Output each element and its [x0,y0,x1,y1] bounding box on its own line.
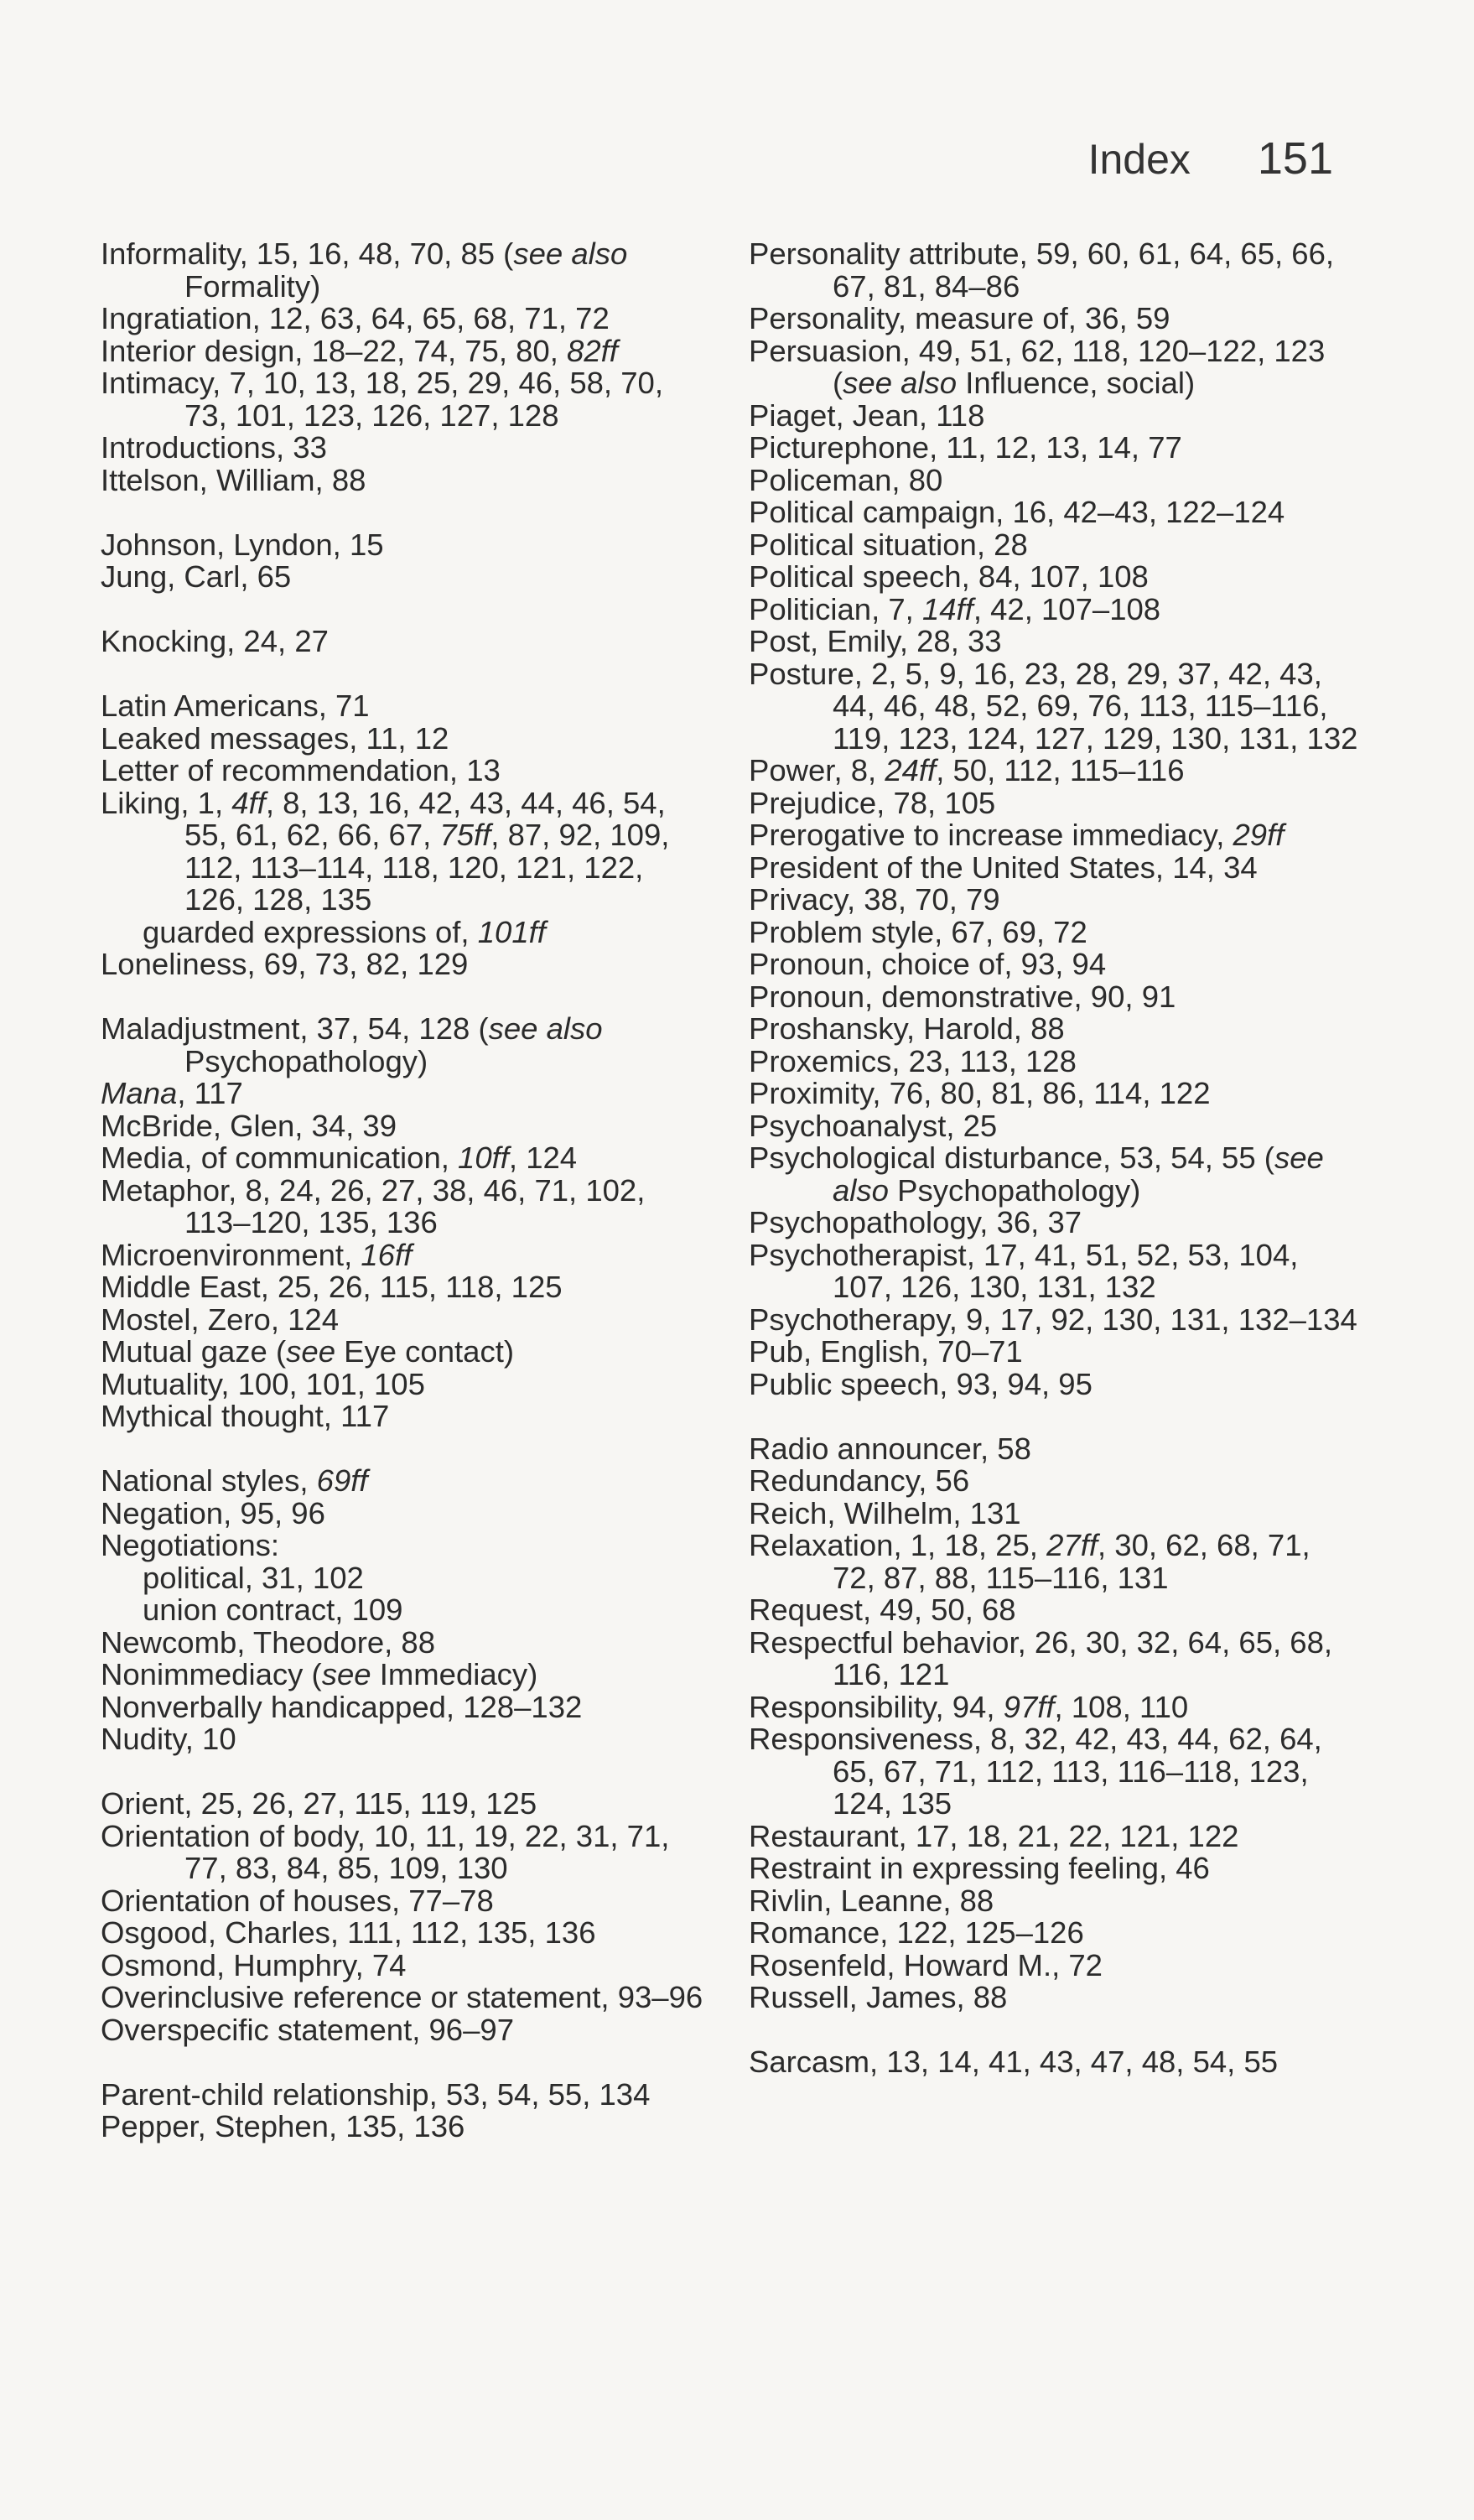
index-entry: Proximity, 76, 80, 81, 86, 114, 122 [749,1076,1211,1110]
index-entry: Microenvironment, 16ff [101,1237,413,1272]
page-number: 151 [1257,133,1333,184]
index-entry: Prejudice, 78, 105 [749,785,996,820]
index-letter-group [101,1465,704,1756]
index-entry: Public speech, 93, 94, 95 [749,1366,1093,1401]
index-entry: Metaphor, 8, 24, 26, 27, 38, 46, 71, 102, 113–120, 135, 136 [101,1172,646,1239]
index-entry: Psychopathology, 36, 37 [749,1205,1082,1239]
header-label: Index [1087,136,1191,183]
index-entry: Political speech, 84, 107, 108 [749,559,1149,594]
index-letter-group [749,1433,1361,2014]
index-entry: Sarcasm, 13, 14, 41, 43, 47, 48, 54, 55 [749,2045,1279,2079]
index-column-right [749,238,1361,2111]
index-entry: Osmond, Humphry, 74 [101,1947,407,1982]
index-entry: Persuasion, 49, 51, 62, 118, 120–122, 123 (see also Influence, social) [749,333,1326,400]
index-entry: Responsiveness, 8, 32, 42, 43, 44, 62, 64, 65, 67, 71, 112, 113, 116–118, 123, 124, 135 [749,1722,1322,1821]
index-entry: Pronoun, demonstrative, 90, 91 [749,979,1176,1014]
index-subentry: guarded expressions of, 101ff [143,914,546,949]
index-entry: Informality, 15, 16, 48, 70, 85 (see also Formality) [101,236,628,304]
index-entry: Orientation of body, 10, 11, 19, 22, 31, 71, 77, 83, 84, 85, 109, 130 [101,1818,670,1885]
index-entry: Pronoun, choice of, 93, 94 [749,947,1107,981]
index-entry: Jung, Carl, 65 [101,559,292,594]
index-entry: National styles, 69ff [101,1463,368,1498]
index-entry: Political situation, 28 [749,527,1028,562]
index-entry: Power, 8, 24ff, 50, 112, 115–116 [749,753,1185,787]
index-entry: Knocking, 24, 27 [101,624,329,658]
index-entry: Mana, 117 [101,1076,243,1110]
index-entry: President of the United States, 14, 34 [749,850,1258,885]
index-entry: Introductions, 33 [101,430,327,465]
index-entry: Leaked messages, 11, 12 [101,720,449,756]
index-entry: Latin Americans, 71 [101,688,370,723]
index-entry: Liking, 1, 4ff, 8, 13, 16, 42, 43, 44, 46, 54, 55, 61, 62, 66, 67, 75ff, 87, 92, 109, 112, 113–114, 118, 120, 121, 122, 126, 128, 135 [101,785,670,917]
index-entry: Policeman, 80 [749,462,943,497]
index-entry: Ittelson, William, 88 [101,462,366,497]
index-entry: Romance, 122, 125–126 [749,1915,1084,1950]
index-letter-group [101,1013,704,1433]
index-entry: Middle East, 25, 26, 115, 118, 125 [101,1270,563,1304]
index-entry: Politician, 7, 14ff, 42, 107–108 [749,591,1161,626]
index-subentry: union contract, 109 [143,1593,403,1627]
index-entry: Interior design, 18–22, 74, 75, 80, 82ff [101,333,618,368]
index-entry: Psychoanalyst, 25 [749,1108,998,1143]
index-letter-group [101,626,704,658]
index-letter-group [749,2046,1361,2079]
index-entry: Negotiations: [101,1528,280,1562]
index-entry: Maladjustment, 37, 54, 128 (see also Psychopathology) [101,1011,603,1078]
index-entry: Mostel, Zero, 124 [101,1302,340,1337]
index-entry: Overinclusive reference or statement, 93–96 [101,1980,703,2014]
running-header [1088,132,1333,184]
index-entry: Nonimmediacy (see Immediacy) [101,1657,538,1691]
index-entry: Redundancy, 56 [749,1463,970,1498]
index-entry: Responsibility, 94, 97ff, 108, 110 [749,1689,1189,1724]
index-entry: Psychotherapist, 17, 41, 51, 52, 53, 104, 107, 126, 130, 131, 132 [749,1237,1299,1304]
index-entry: Restaurant, 17, 18, 21, 22, 121, 122 [749,1818,1239,1853]
index-letter-group [101,1788,704,2046]
index-entry: Rivlin, Leanne, 88 [749,1883,994,1918]
index-entry: Psychological disturbance, 53, 54, 55 (see also Psychopathology) [749,1140,1324,1208]
index-entry: Proshansky, Harold, 88 [749,1011,1065,1046]
index-entry: Privacy, 38, 70, 79 [749,882,1000,917]
index-entry: Reich, Wilhelm, 131 [749,1495,1021,1530]
index-entry: Posture, 2, 5, 9, 16, 23, 28, 29, 37, 42, 43, 44, 46, 48, 52, 69, 76, 113, 115–116, 119, 123, 124, 127, 129, 130, 131, 132 [749,656,1358,756]
index-entry: Post, Emily, 28, 33 [749,624,1002,658]
index-entry: Ingratiation, 12, 63, 64, 65, 68, 71, 72 [101,301,610,335]
index-entry: Negation, 95, 96 [101,1495,325,1530]
index-entry: Intimacy, 7, 10, 13, 18, 25, 29, 46, 58, 70, 73, 101, 123, 126, 127, 128 [101,366,663,433]
index-letter-group [101,529,704,594]
index-entry: Mutuality, 100, 101, 105 [101,1366,425,1401]
index-letter-group [101,2076,704,2143]
index-entry: Russell, James, 88 [749,1980,1008,2014]
index-entry: Loneliness, 69, 73, 82, 129 [101,947,469,981]
index-entry: Overspecific statement, 96–97 [101,2012,514,2047]
index-entry: Osgood, Charles, 111, 112, 135, 136 [101,1915,596,1950]
index-entry: Johnson, Lyndon, 15 [101,527,384,562]
index-entry: Respectful behavior, 26, 30, 32, 64, 65, 68, 116, 121 [749,1624,1333,1691]
index-entry: Orient, 25, 26, 27, 115, 119, 125 [101,1786,537,1821]
index-entry: Personality, measure of, 36, 59 [749,301,1170,335]
index-entry: Piaget, Jean, 118 [749,397,985,433]
index-entry: Mutual gaze (see Eye contact) [101,1334,515,1369]
index-entry: Picturephone, 11, 12, 13, 14, 77 [749,430,1182,465]
index-entry: Personality attribute, 59, 60, 61, 64, 65, 66, 67, 81, 84–86 [749,236,1335,304]
index-entry: Political campaign, 16, 42–43, 122–124 [749,495,1285,529]
index-entry: Rosenfeld, Howard M., 72 [749,1947,1103,1982]
index-column-left [101,238,704,2175]
index-entry: Nonverbally handicapped, 128–132 [101,1689,583,1724]
index-entry: Media, of communication, 10ff, 124 [101,1140,578,1175]
index-entry: Newcomb, Theodore, 88 [101,1624,436,1660]
index-entry: Proxemics, 23, 113, 128 [749,1043,1077,1078]
index-entry: Problem style, 67, 69, 72 [749,914,1087,949]
index-entry: Radio announcer, 58 [749,1431,1031,1466]
index-entry: Request, 49, 50, 68 [749,1593,1016,1627]
index-entry: Mythical thought, 117 [101,1399,390,1433]
index-entry: Parent-child relationship, 53, 54, 55, 134 [101,2076,651,2112]
index-entry: Relaxation, 1, 18, 25, 27ff, 30, 62, 68, 71, 72, 87, 88, 115–116, 131 [749,1528,1311,1595]
index-entry: McBride, Glen, 34, 39 [101,1108,397,1143]
index-subentry: political, 31, 102 [143,1560,364,1595]
index-entry: Letter of recommendation, 13 [101,753,501,787]
index-entry: Nudity, 10 [101,1722,236,1756]
index-entry: Pub, English, 70–71 [749,1334,1023,1369]
index-letter-group [101,238,704,496]
index-entry: Pepper, Stephen, 135, 136 [101,2109,465,2143]
index-entry: Prerogative to increase immediacy, 29ff [749,818,1285,852]
index-letter-group [749,238,1361,1400]
index-entry: Orientation of houses, 77–78 [101,1883,494,1918]
index-letter-group [101,690,704,981]
index-entry: Psychotherapy, 9, 17, 92, 130, 131, 132–134 [749,1302,1357,1337]
index-entry: Restraint in expressing feeling, 46 [749,1851,1210,1885]
